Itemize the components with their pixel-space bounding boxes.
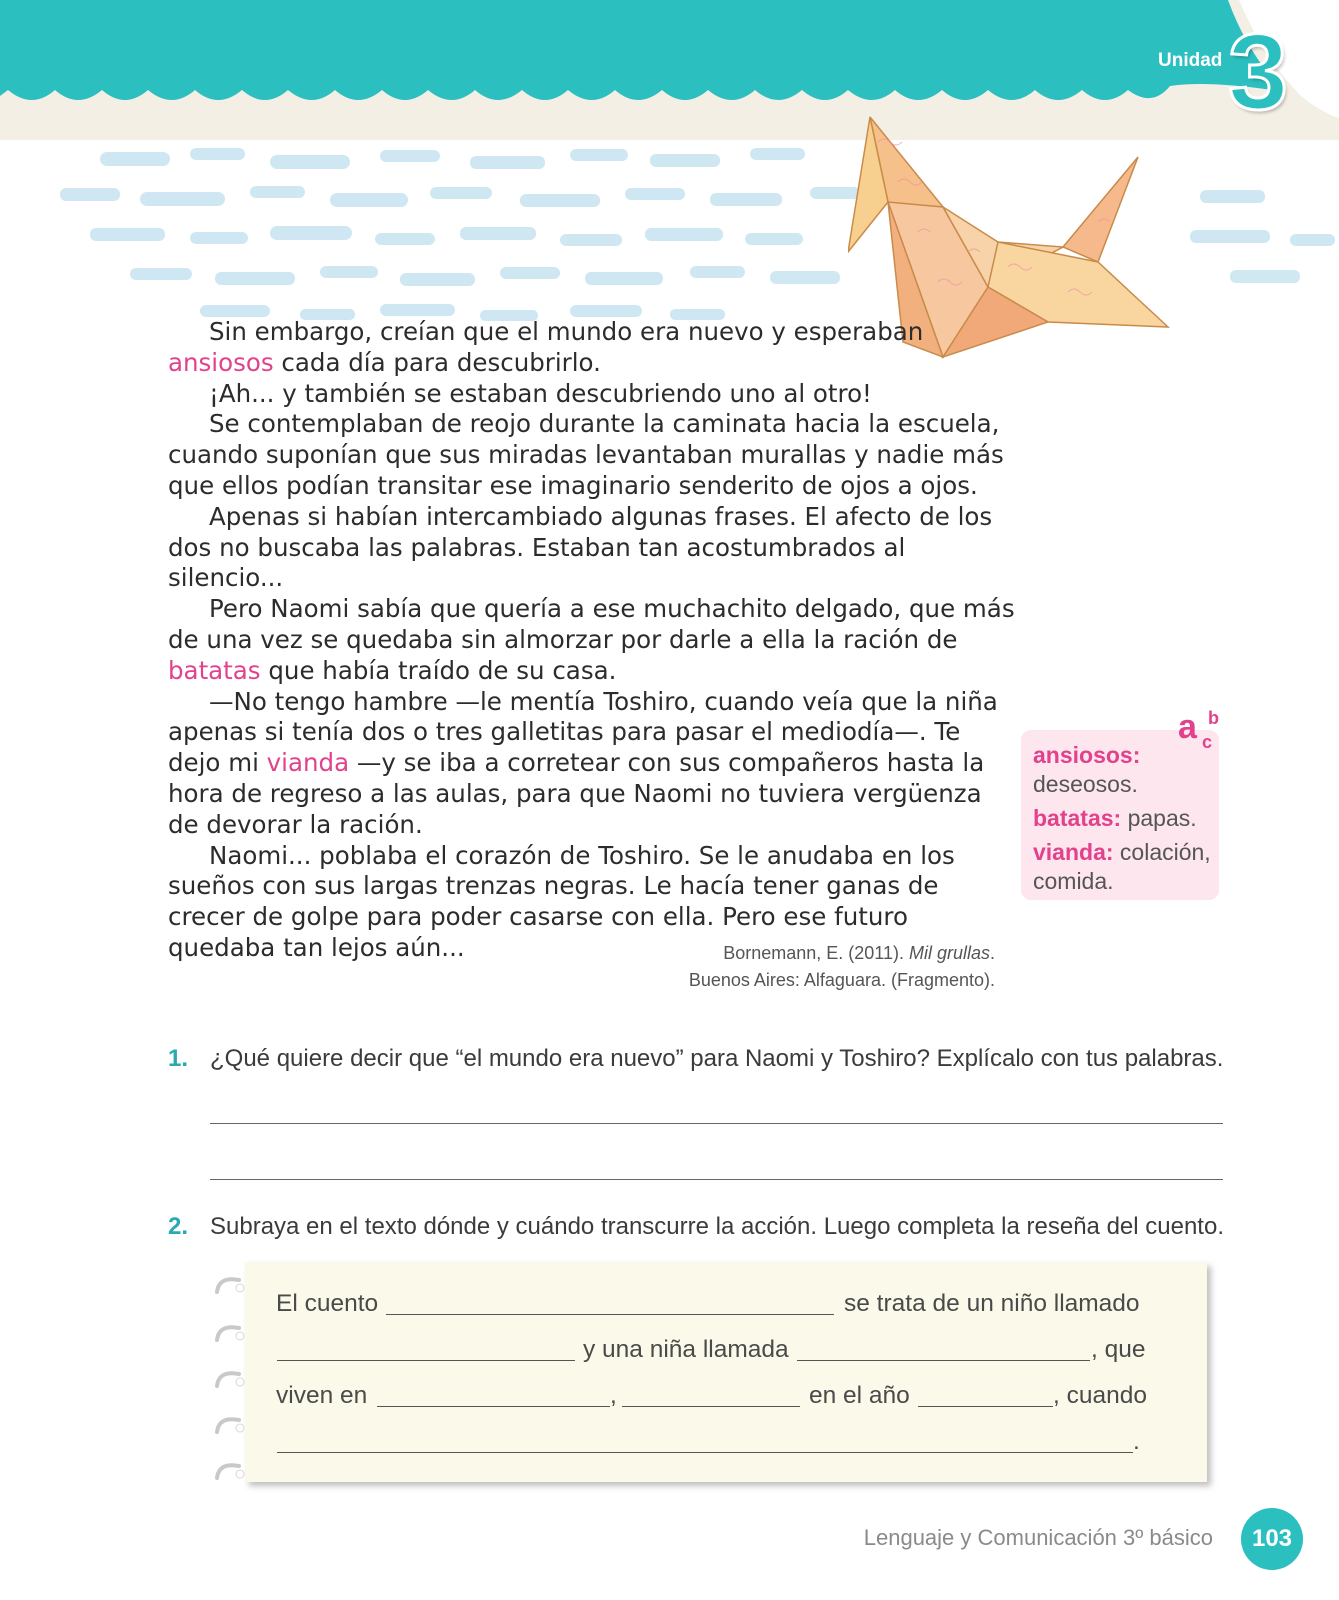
citation [689, 940, 995, 994]
blank-when[interactable] [277, 1452, 1133, 1453]
review-text-cuando: , cuando [1053, 1382, 1147, 1409]
story-paragraph [168, 317, 1018, 379]
story-paragraph [168, 594, 1018, 686]
blank-girl-name[interactable] [797, 1360, 1090, 1361]
glossary-entry [1033, 804, 1223, 833]
story-text-span: que había traído de su casa. [260, 655, 617, 685]
svg-text:c: c [1202, 732, 1213, 752]
citation-line-1 [689, 940, 995, 967]
footer-subject: Lenguaje y Comunicación 3º básico [863, 1525, 1213, 1550]
blank-story-title[interactable] [386, 1314, 834, 1315]
question-2 [168, 1213, 1224, 1241]
blank-place-2[interactable] [622, 1406, 800, 1407]
question-1 [168, 1045, 1223, 1073]
citation-author: Bornemann, E. (2011). [723, 943, 909, 963]
spiral-binding-icon [209, 1262, 257, 1487]
glossary-term: ansiosos: [1033, 742, 1141, 768]
glossary-term: batatas: [1033, 805, 1122, 831]
story-paragraph: ¡Ah... y también se estaban descubriendo uno al otro! [209, 378, 872, 408]
question-number: 1. [168, 1045, 189, 1072]
answer-line[interactable] [210, 1123, 1223, 1124]
citation-line-2: Buenos Aires: Alfaguara. (Fragmento). [688, 970, 995, 990]
review-text-se-trata: se trata de un niño llamado [844, 1290, 1140, 1317]
highlighted-word-ansiosos: ansiosos [168, 347, 274, 377]
story-paragraph: Se contemplaban de reojo durante la caminata hacia la escuela, cuando suponían que sus miradas levantaban murallas y nadie más que ellos podían transitar ese imaginario senderito de ojos a ojos. [168, 409, 1004, 500]
story-paragraph: Apenas si habían intercambiado algunas frases. El afecto de los dos no buscaba las palabras. Estaban tan acostumbrados al silencio... [168, 501, 993, 593]
blank-place-1[interactable] [377, 1406, 610, 1407]
review-text-viven-en: viven en [276, 1382, 368, 1409]
citation-title: Mil grullas [908, 943, 990, 963]
glossary-definition: deseosos. [1033, 771, 1138, 797]
glossary-definition: colación, comida. [1033, 839, 1211, 894]
svg-text:a: a [1178, 708, 1197, 746]
highlighted-word-batatas: batatas [168, 655, 261, 685]
citation-punct: . [989, 943, 995, 963]
unit-label: Unidad [1158, 50, 1223, 71]
story-text-span: Sin embargo, creían que el mundo era nuevo y esperaban [209, 317, 924, 346]
glossary-entry [1033, 741, 1223, 799]
story-paragraph: Naomi... poblaba el corazón de Toshiro. Se le anudaba en los sueños con sus largas trenzas negras. Le hacía tener ganas de crecer de golpe para poder casarse con ella. Pero ese futuro quedaba tan lejos aún... [168, 840, 955, 962]
blank-year[interactable] [918, 1406, 1053, 1407]
story-text-span: Pero Naomi sabía que quería a ese muchachito delgado, que más de una vez se quedaba sin almorzar por darle a ella la ración de [168, 594, 1015, 654]
review-text-el-cuento: El cuento [276, 1290, 379, 1317]
review-text-y-una-nina: y una niña llamada [583, 1336, 789, 1363]
review-text-period: . [1133, 1428, 1140, 1455]
glossary-entry [1033, 838, 1223, 896]
svg-text:b: b [1208, 708, 1219, 728]
story-text-span: —y se iba a corretear con sus compañeros hasta la hora de regreso a las aulas, para que Naomi no tuviera vergüenza de devorar la ración. [168, 748, 985, 839]
story-text [168, 317, 1018, 964]
story-text-span: —No tengo hambre —le mentía Toshiro, cuando veía que la niña apenas si tenía dos o tres galletitas para pasar el mediodía—. Te dejo mi [168, 686, 998, 778]
question-text: Subraya en el texto dónde y cuándo transcurre la acción. Luego completa la reseña del cuento. [210, 1213, 1224, 1240]
question-number: 2. [168, 1213, 189, 1240]
review-text-que: , que [1091, 1336, 1146, 1363]
review-text-en-el-ano: en el año [809, 1382, 910, 1409]
unit-number: 3 [1228, 11, 1289, 132]
page-number-badge: 103 [1241, 1508, 1303, 1570]
glossary-term: vianda: [1033, 839, 1114, 865]
review-text-comma: , [610, 1382, 617, 1409]
question-text: ¿Qué quiere decir que “el mundo era nuevo” para Naomi y Toshiro? Explícalo con tus palabras. [210, 1045, 1224, 1072]
story-text-span: cada día para descubrirlo. [273, 347, 601, 377]
blank-boy-name[interactable] [277, 1360, 575, 1361]
highlighted-word-vianda: vianda [266, 748, 350, 778]
answer-line[interactable] [210, 1179, 1223, 1180]
glossary-definition: papas. [1121, 805, 1197, 831]
story-paragraph [168, 687, 1018, 841]
